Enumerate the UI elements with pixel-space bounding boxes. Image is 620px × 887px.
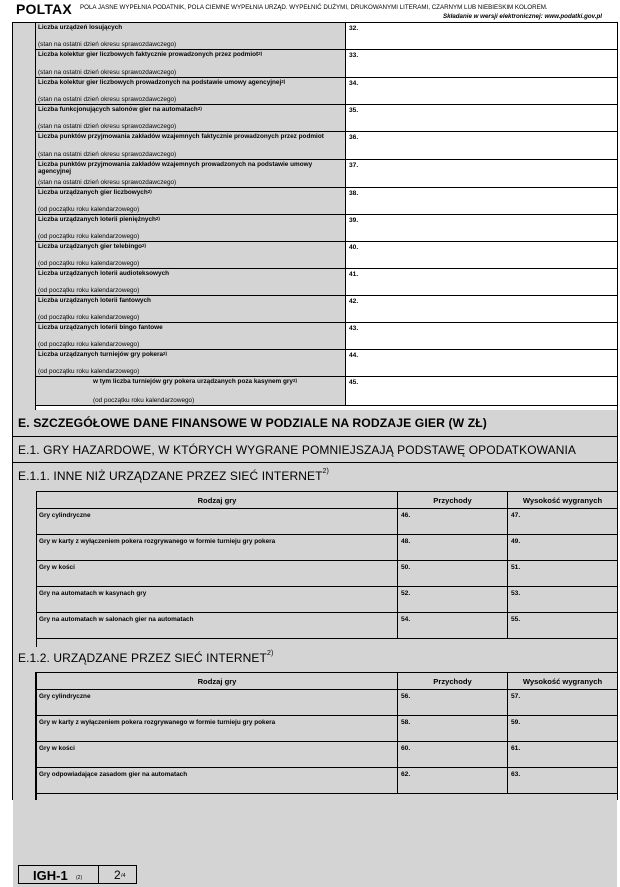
field-row-33	[36, 50, 618, 78]
wins-field-number: 63.	[511, 771, 521, 778]
game-name: Gry w karty z wyłączeniem pokera rozgrywanego w formie turnieju gry pokera	[39, 538, 276, 545]
wins-field-number: 49.	[511, 538, 521, 545]
field-period-note: (stan na ostatni dzień okresu sprawozdawczego)	[38, 40, 177, 48]
field-number-input[interactable]: 35.	[349, 107, 359, 114]
field-period-note: (od początku roku kalendarzowego)	[38, 286, 140, 294]
field-title	[38, 106, 342, 113]
field-title	[38, 243, 342, 250]
wins-field-number: 55.	[511, 616, 521, 623]
field-title-text: Liczba kolektur gier liczbowych faktycznie prowadzonych przez podmiot	[38, 51, 259, 58]
field-title	[38, 297, 342, 304]
field-number-input[interactable]: 36.	[349, 134, 359, 141]
income-field[interactable]	[398, 690, 508, 715]
field-row-34	[36, 78, 618, 105]
field-title	[38, 133, 342, 140]
field-label-cell	[36, 269, 346, 295]
field-period-note: (od początku roku kalendarzowego)	[38, 313, 140, 321]
page-header	[0, 0, 620, 22]
wins-field-number: 57.	[511, 693, 521, 700]
field-title-text: Liczba punktów przyjmowania zakładów wzajemnych faktycznie prowadzonych przez podmiot	[38, 133, 324, 140]
field-period-note: (od początku roku kalendarzowego)	[38, 367, 140, 375]
wins-field-number: 51.	[511, 564, 521, 571]
wins-field[interactable]	[508, 742, 618, 767]
field-row-39	[36, 215, 618, 242]
field-title	[38, 324, 342, 331]
field-number-input[interactable]: 34.	[349, 80, 359, 87]
e12-table-header	[37, 673, 618, 690]
field-title	[38, 51, 342, 58]
income-field-number: 48.	[401, 538, 411, 545]
game-name-cell	[37, 535, 398, 560]
income-field[interactable]	[398, 716, 508, 741]
field-number-input[interactable]: 41.	[349, 271, 359, 278]
income-field-number: 58.	[401, 719, 411, 726]
field-number-input[interactable]: 43.	[349, 325, 359, 332]
game-name: Gry w kości	[39, 745, 75, 752]
table-row	[37, 561, 618, 587]
field-title-text: Liczba urządzanych loterii audioteksowych	[38, 270, 170, 277]
footnote-ref: 2)	[258, 51, 263, 56]
table-row	[37, 742, 618, 768]
footnote-ref: 2)	[142, 243, 147, 248]
wins-field[interactable]	[508, 587, 618, 612]
page-number: 2	[114, 868, 121, 882]
table-row	[37, 716, 618, 742]
col-game-type: Rodzaj gry	[37, 492, 398, 509]
field-title-text: Liczba urządzanych gier liczbowych	[38, 189, 148, 196]
field-label-cell	[36, 350, 346, 376]
field-title	[38, 24, 342, 31]
field-title-text: Liczba urządzanych turniejów gry pokera	[38, 351, 164, 358]
field-label-cell	[36, 132, 346, 159]
section-e-header	[13, 410, 617, 437]
field-label-cell	[36, 377, 346, 405]
footnote-ref: 2)	[292, 378, 297, 383]
field-title	[38, 161, 342, 176]
electronic-submission-note: Składanie w wersji elektronicznej: www.podatki.gov.pl	[443, 13, 602, 20]
section-e1-title: E.1. GRY HAZARDOWE, W KTÓRYCH WYGRANE POMNIEJSZAJĄ PODSTAWĘ OPODATKOWANIA	[18, 443, 577, 457]
table-row	[37, 613, 618, 639]
income-field-number: 54.	[401, 616, 411, 623]
field-number-input[interactable]: 44.	[349, 352, 359, 359]
page-total: /4	[121, 873, 126, 879]
field-number-input[interactable]: 38.	[349, 190, 359, 197]
income-field-number: 52.	[401, 590, 411, 597]
field-label-cell	[36, 160, 346, 187]
income-field[interactable]	[398, 613, 508, 638]
field-title-text: Liczba punktów przyjmowania zakładów wzajemnych prowadzonych na podstawie umowy agencyjnej	[38, 161, 313, 176]
income-field-number: 60.	[401, 745, 411, 752]
col-income: Przychody	[398, 492, 508, 509]
field-title	[38, 351, 342, 358]
e12-table	[36, 672, 617, 800]
field-title-text: Liczba urządzanych loterii fantowych	[38, 297, 151, 304]
field-title	[38, 216, 342, 223]
wins-field-number: 47.	[511, 512, 521, 519]
field-title-text: Liczba urządzanych loterii bingo fantowe	[38, 324, 163, 331]
income-field[interactable]	[398, 561, 508, 586]
wins-field[interactable]	[508, 690, 618, 715]
field-label-cell	[36, 23, 346, 49]
wins-field[interactable]	[508, 509, 618, 534]
game-name: Gry cylindryczne	[39, 512, 91, 519]
game-name-cell	[37, 768, 398, 793]
col-game-type: Rodzaj gry	[37, 673, 398, 690]
game-name-cell	[37, 690, 398, 715]
field-title-text: Liczba urządzeń losujących	[38, 24, 123, 31]
game-name-cell	[37, 561, 398, 586]
income-field-number: 46.	[401, 512, 411, 519]
footnote-ref: 2)	[147, 189, 152, 194]
field-label-cell	[36, 188, 346, 214]
wins-field-number: 53.	[511, 590, 521, 597]
income-field[interactable]	[398, 587, 508, 612]
field-number-input[interactable]: 32.	[349, 25, 359, 32]
fill-instructions: POLA JASNE WYPEŁNIA PODATNIK, POLA CIEMNE WYPEŁNIA URZĄD. WYPEŁNIĆ DUŻYMI, DRUKOWANYMI LITERAMI, CZARNYM LUB NIEBIESKIM KOLOREM.	[80, 4, 548, 11]
income-field[interactable]	[398, 535, 508, 560]
income-field-number: 50.	[401, 564, 411, 571]
field-title	[38, 79, 342, 86]
field-period-note: (od początku roku kalendarzowego)	[38, 340, 140, 348]
field-period-note: (od początku roku kalendarzowego)	[38, 232, 140, 240]
field-number-input[interactable]: 39.	[349, 217, 359, 224]
form-frame	[12, 22, 618, 800]
field-period-note: (od początku roku kalendarzowego)	[38, 205, 140, 213]
e11-table	[36, 491, 617, 647]
field-number-input[interactable]: 37.	[349, 162, 359, 169]
field-row-32	[36, 23, 618, 50]
wins-field[interactable]	[508, 613, 618, 638]
income-field[interactable]	[398, 509, 508, 534]
game-name: Gry w karty z wyłączeniem pokera rozgrywanego w formie turnieju gry pokera	[39, 719, 276, 726]
field-row-43	[36, 323, 618, 350]
footnote-ref: 2)	[281, 79, 286, 84]
field-row-35	[36, 105, 618, 132]
wins-field[interactable]	[508, 716, 618, 741]
game-name: Gry cylindryczne	[39, 693, 91, 700]
wins-field[interactable]	[508, 535, 618, 560]
field-period-note: (stan na ostatni dzień okresu sprawozdawczego)	[38, 150, 177, 158]
field-label-cell	[36, 78, 346, 104]
field-row-40	[36, 242, 618, 269]
frame-left-margin	[13, 23, 36, 410]
field-label-cell	[36, 215, 346, 241]
col-wins: Wysokość wygranych	[508, 673, 618, 690]
field-period-note: (stan na ostatni dzień okresu sprawozdawczego)	[38, 122, 177, 130]
table-row	[37, 587, 618, 613]
field-row-36	[36, 132, 618, 160]
indent-shade	[36, 377, 92, 405]
field-period-note: (od początku roku kalendarzowego)	[93, 396, 195, 404]
wins-field-number: 59.	[511, 719, 521, 726]
table-row	[37, 768, 618, 794]
field-label-cell	[36, 105, 346, 131]
field-row-45	[36, 377, 618, 406]
wins-field[interactable]	[508, 768, 618, 793]
field-title-text: Liczba urządzanych loterii pieniężnych	[38, 216, 156, 223]
wins-field-number: 61.	[511, 745, 521, 752]
income-field-number: 62.	[401, 771, 411, 778]
field-label-cell	[36, 50, 346, 77]
field-row-44	[36, 350, 618, 377]
page-number-box	[99, 866, 136, 883]
footnote-ref: 2)	[163, 351, 168, 356]
game-name-cell	[37, 613, 398, 638]
e12-left-margin	[13, 672, 36, 800]
col-wins: Wysokość wygranych	[508, 492, 618, 509]
field-label-cell	[36, 323, 346, 349]
field-number-input[interactable]: 42.	[349, 298, 359, 305]
footnote-ref: 2)	[155, 216, 160, 221]
form-version: (2)	[76, 875, 83, 881]
form-code-box	[19, 866, 99, 883]
table-row	[37, 509, 618, 535]
col-income: Przychody	[398, 673, 508, 690]
e11-left-margin	[13, 491, 36, 647]
table-row	[37, 535, 618, 561]
income-field[interactable]	[398, 768, 508, 793]
footnote-ref: 2)	[197, 106, 202, 111]
field-period-note: (stan na ostatni dzień okresu sprawozdawczego)	[38, 68, 177, 76]
form-code: IGH-1	[33, 868, 68, 883]
section-e12-title: E.1.2. URZĄDZANE PRZEZ SIEĆ INTERNET$^{2)}$	[18, 650, 274, 665]
income-field[interactable]	[398, 742, 508, 767]
field-label-cell	[36, 242, 346, 268]
field-title	[38, 270, 342, 277]
field-title-text: Liczba kolektur gier liczbowych prowadzonych na podstawie umowy agencyjnej	[38, 79, 282, 86]
field-period-note: (stan na ostatni dzień okresu sprawozdawczego)	[38, 95, 177, 103]
field-period-note: (stan na ostatni dzień okresu sprawozdawczego)	[38, 178, 177, 186]
field-number-input[interactable]: 33.	[349, 52, 359, 59]
wins-field[interactable]	[508, 561, 618, 586]
brand-logo: POLTAX	[16, 1, 72, 17]
game-name: Gry na automatach w kasynach gry	[39, 590, 147, 597]
game-name-cell	[37, 509, 398, 534]
e11-table-header	[37, 492, 618, 509]
field-title-text: Liczba urządzanych gier telebingo	[38, 243, 143, 250]
field-title	[93, 378, 343, 385]
field-row-42	[36, 296, 618, 323]
field-period-note: (od początku roku kalendarzowego)	[38, 259, 140, 267]
field-row-41	[36, 269, 618, 296]
field-row-38	[36, 188, 618, 215]
section-e-title: E. SZCZEGÓŁOWE DANE FINANSOWE W PODZIALE NA RODZAJE GIER (W ZŁ)	[18, 416, 487, 430]
field-title-text: Liczba funkcjonujących salonów gier na automatach	[38, 106, 198, 113]
game-name-cell	[37, 742, 398, 767]
field-number-input[interactable]: 40.	[349, 244, 359, 251]
section-e11-title: E.1.1. INNE NIŻ URZĄDZANE PRZEZ SIEĆ INTERNET$^{2)}$	[18, 468, 329, 483]
field-title	[38, 189, 342, 196]
section-e1-header	[13, 437, 617, 463]
game-name: Gry w kości	[39, 564, 75, 571]
field-label-cell	[36, 296, 346, 322]
game-name: Gry odpowiadające zasadom gier na automatach	[39, 771, 188, 778]
game-name-cell	[37, 716, 398, 741]
game-name: Gry na automatach w salonach gier na automatach	[39, 616, 194, 623]
field-number-input[interactable]: 45.	[349, 379, 359, 386]
game-name-cell	[37, 587, 398, 612]
field-row-37	[36, 160, 618, 188]
income-field-number: 56.	[401, 693, 411, 700]
table-row	[37, 690, 618, 716]
page-footer	[18, 865, 137, 884]
field-title-text: w tym liczba turniejów gry pokera urządzanych poza kasynem gry	[93, 378, 293, 385]
